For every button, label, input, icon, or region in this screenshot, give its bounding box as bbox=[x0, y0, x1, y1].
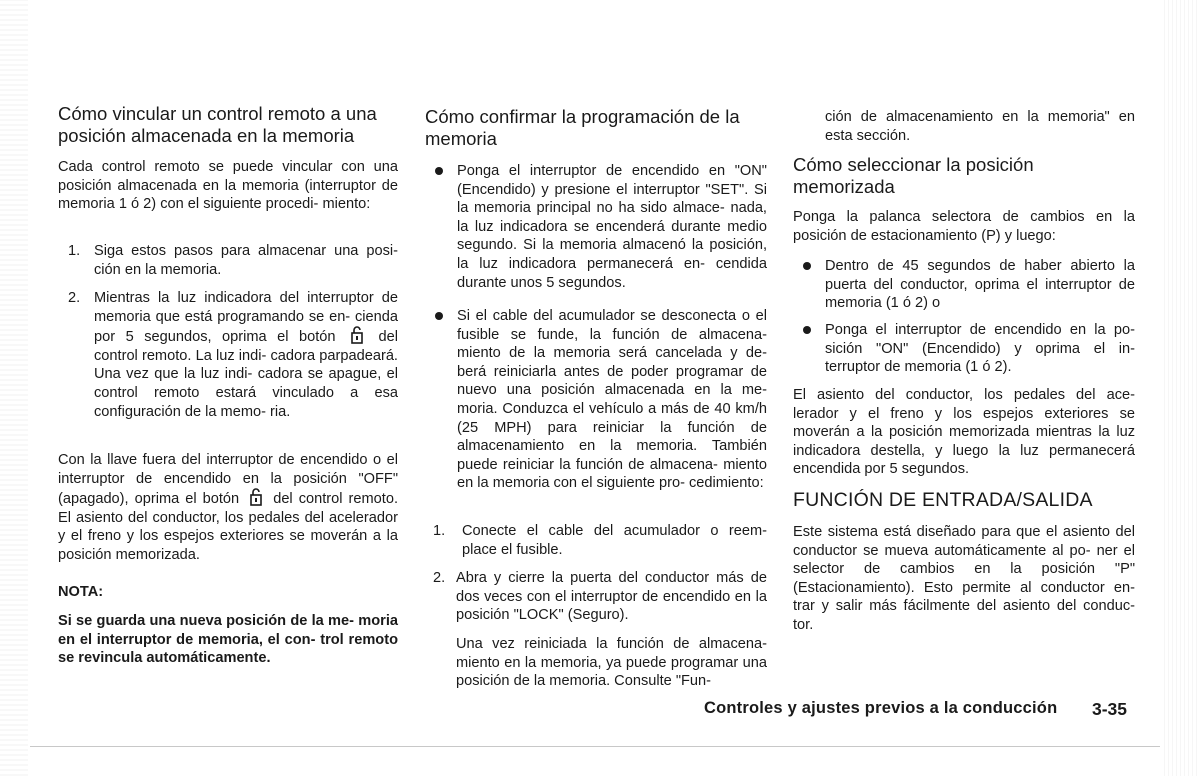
bullet-icon bbox=[803, 262, 811, 270]
bullet-text: Dentro de 45 segundos de haber abierto la puerta del conductor, oprima el interruptor de memoria (1 ó 2) o bbox=[825, 258, 1135, 312]
step-text: Abra y cierre la puerta del conductor más de dos veces con el interruptor de encendido en la posición "LOCK" (Seguro). bbox=[456, 570, 767, 624]
bullet-text: Ponga el interruptor de encendido en la po- sición "ON" (Encendido) y oprima el in- terruptor de memoria (1 ó 2). bbox=[825, 322, 1135, 376]
col2-bullet-1 bbox=[425, 162, 767, 292]
col1-para2 bbox=[58, 451, 398, 565]
col2-bullet-2 bbox=[425, 307, 767, 493]
step-number: 1. bbox=[433, 523, 446, 539]
col3-bullet-2 bbox=[793, 321, 1135, 377]
scan-edge-left bbox=[0, 0, 28, 776]
note-text: Si se guarda una nueva posición de la me- moria en el interruptor de memoria, el con- trol remoto se revincula automáticamente. bbox=[58, 613, 398, 667]
bullet-icon bbox=[435, 167, 443, 175]
col2-step-2 bbox=[425, 569, 767, 625]
col1-step-2 bbox=[58, 289, 398, 421]
para2-text-a: Con la llave fuera del interruptor de encendido o el interruptor de encendido en la posición "OFF" (apagado), oprima el botón bbox=[58, 452, 398, 508]
step-number: 2. bbox=[68, 290, 81, 306]
note-label: NOTA: bbox=[58, 584, 104, 600]
col3-bullet-1 bbox=[793, 257, 1135, 313]
col3-para2: Este sistema está diseñado para que el asiento del conductor se mueva automáticamente al po- ner el selector de cambios en la posición "P" (Estacionamiento). Esto permite al conductor en- trar y salir más fácilmente del asiento del conduc- tor. bbox=[793, 524, 1135, 633]
heading-link-remote: Cómo vincular un control remoto a una posición almacenada en la memoria bbox=[58, 103, 377, 146]
step-text bbox=[94, 289, 398, 421]
bullet-icon bbox=[803, 326, 811, 334]
col1-intro: Cada control remoto se puede vincular con una posición almacenada en la memoria (interruptor de memoria 1 ó 2) con el siguiente procedi- miento: bbox=[58, 159, 398, 213]
col3-carryover: ción de almacenamiento en la memoria" en esta sección. bbox=[825, 109, 1135, 144]
unlock-key-icon bbox=[350, 326, 364, 344]
bullet-text: Ponga el interruptor de encendido en "ON" (Encendido) y presione el interruptor "SET". Si la memoria principal no ha sido almace- nada, la luz indicadora se encenderá durante medio segundo. Si la memoria almacenó la posición, la luz indicadora permanecerá en- cendida durante unos 5 segundos. bbox=[457, 163, 767, 291]
col3-intro: Ponga la palanca selectora de cambios en la posición de estacionamiento (P) y luego: bbox=[793, 209, 1135, 244]
heading-entry-exit: FUNCIÓN DE ENTRADA/SALIDA bbox=[793, 489, 1093, 511]
scan-edge-right bbox=[1164, 0, 1200, 776]
step-text: Conecte el cable del acumulador o reem- place el fusible. bbox=[462, 523, 767, 558]
step-text-a: Mientras la luz indicadora del interruptor de memoria que está programando se en- cienda por 5 segundos, oprima el botón bbox=[94, 290, 398, 346]
bottom-rule bbox=[30, 746, 1160, 747]
col3-para: El asiento del conductor, los pedales del ace- lerador y el freno y los espejos exteriores se moverán a la posición memorizada mientras la luz indicadora destella, y luego la luz permanecerá encendida por 5 segundos. bbox=[793, 387, 1135, 478]
page-number: 3-35 bbox=[1092, 699, 1128, 719]
step-number: 2. bbox=[433, 570, 446, 586]
step-number: 1. bbox=[68, 243, 81, 259]
col2-continuation: Una vez reiniciada la función de almacena- miento en la memoria, ya puede programar una posición de la memoria. Consulte "Fun- bbox=[456, 636, 767, 690]
step-text: Siga estos pasos para almacenar una posi- ción en la memoria. bbox=[94, 243, 398, 278]
para2-text-b: del control remoto. El asiento del conductor, los pedales del acelerador y el freno y los espejos exteriores se moverán a la posición memorizada. bbox=[58, 491, 398, 563]
col1-step-1 bbox=[58, 242, 398, 279]
bullet-icon bbox=[435, 312, 443, 320]
step-text-b: del control remoto. La luz indi- cadora parpadeará. Una vez que la luz indi- cadora se apague, el control remoto estará vinculado a esa configuración de la memo- ria. bbox=[94, 329, 398, 420]
heading-confirm-programming: Cómo confirmar la programación de la memoria bbox=[425, 106, 740, 149]
heading-select-position: Cómo seleccionar la posición memorizada bbox=[793, 154, 1034, 197]
bullet-text: Si el cable del acumulador se desconecta o el fusible se funde, la función de almacena- miento de la memoria será cancelada y de- berá reiniciarla antes de poder programar de nuevo una posición almacenada en la me- moria. Conduzca el vehículo a más de 40 km/h (25 MPH) para reiniciar la función de almacenamiento en la memoria. También puede reiniciar la función de almacena- miento en la memoria con el siguiente pro- cedimiento: bbox=[457, 308, 767, 492]
col2-step-1 bbox=[425, 522, 767, 559]
footer-section-title: Controles y ajustes previos a la conducción bbox=[704, 699, 1058, 717]
unlock-key-icon bbox=[249, 488, 263, 506]
